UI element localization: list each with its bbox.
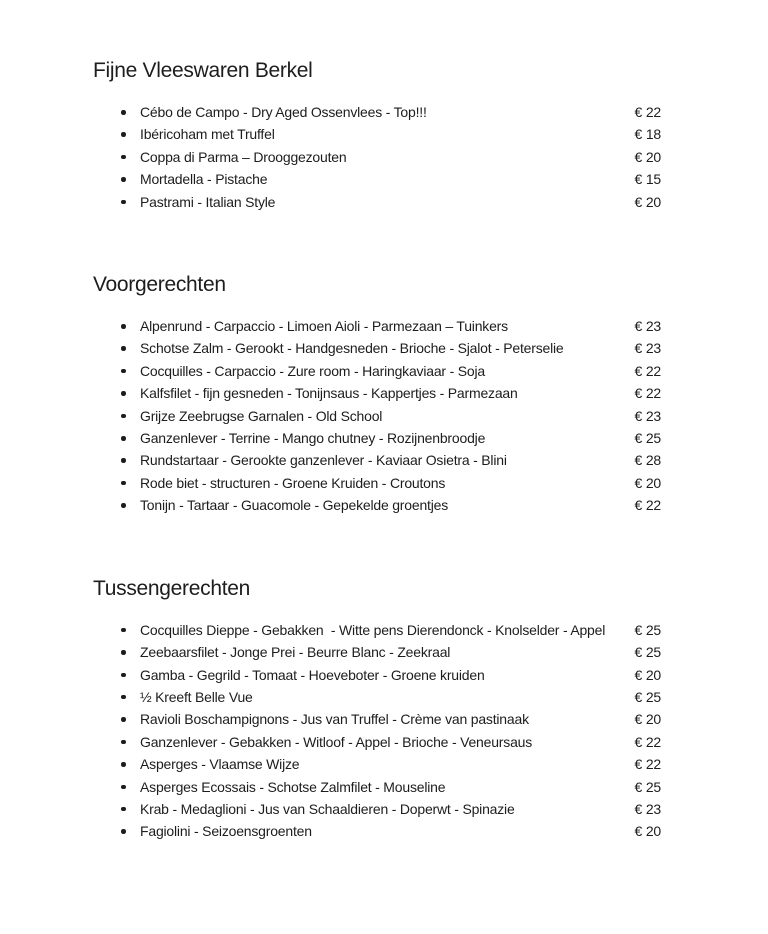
section-fijne-vleeswaren xyxy=(93,58,661,213)
bullet-icon xyxy=(121,200,126,205)
bullet-icon xyxy=(121,717,126,722)
bullet-icon xyxy=(121,458,126,463)
menu-item xyxy=(93,686,661,708)
bullet-icon xyxy=(121,740,126,745)
menu-item-price: € 15 xyxy=(634,171,661,188)
menu-item xyxy=(93,191,661,213)
menu-item xyxy=(93,731,661,753)
menu-item-price: € 25 xyxy=(634,688,661,705)
menu-item-text: Rode biet - structuren - Groene Kruiden - Croutons xyxy=(140,474,446,491)
menu-item xyxy=(93,708,661,730)
menu-item-text: Alpenrund - Carpaccio - Limoen Aioli - Parmezaan – Tuinkers xyxy=(140,318,508,335)
bullet-icon xyxy=(121,391,126,396)
menu-item-price: € 25 xyxy=(634,778,661,795)
menu-item xyxy=(93,101,661,123)
menu-item-text: Mortadella - Pistache xyxy=(140,171,268,188)
bullet-icon xyxy=(121,414,126,419)
bullet-icon xyxy=(121,650,126,655)
item-list xyxy=(93,101,661,213)
menu-item-price: € 20 xyxy=(634,666,661,683)
bullet-icon xyxy=(121,324,126,329)
bullet-icon xyxy=(121,132,126,137)
menu-item-text: Cocquilles Dieppe - Gebakken - Witte pens Dierendonck - Knolselder - Appel xyxy=(140,621,606,638)
menu-item-text: Grijze Zeebrugse Garnalen - Old School xyxy=(140,407,383,424)
menu-item-text: Gamba - Gegrild - Tomaat - Hoeveboter - Groene kruiden xyxy=(140,666,485,683)
menu-item-price: € 20 xyxy=(634,148,661,165)
menu-item-text: Asperges Ecossais - Schotse Zalmfilet - Mouseline xyxy=(140,778,446,795)
menu-item-text: Tonijn - Tartaar - Guacomole - Gepekelde groentjes xyxy=(140,497,449,514)
bullet-icon xyxy=(121,481,126,486)
bullet-icon xyxy=(121,436,126,441)
menu-item-text: Ravioli Boschampignons - Jus van Truffel - Crème van pastinaak xyxy=(140,711,529,728)
bullet-icon xyxy=(121,369,126,374)
item-list xyxy=(93,619,661,843)
menu-item-text: Schotse Zalm - Gerookt - Handgesneden - Brioche - Sjalot - Peterselie xyxy=(140,340,564,357)
menu-item-price: € 20 xyxy=(634,711,661,728)
menu-item-price: € 22 xyxy=(634,104,661,120)
menu-item-text: Ibéricoham met Truffel xyxy=(140,126,275,143)
menu-item-text: Rundstartaar - Gerookte ganzenlever - Kaviaar Osietra - Blini xyxy=(140,452,507,469)
menu-item-text: Pastrami - Italian Style xyxy=(140,193,276,210)
menu-item-price: € 25 xyxy=(634,430,661,447)
menu-item xyxy=(93,664,661,686)
section-title: Voorgerechten xyxy=(93,273,226,297)
menu-item-price: € 20 xyxy=(634,823,661,840)
menu-item-text: Ganzenlever - Gebakken - Witloof - Appel - Brioche - Veneursaus xyxy=(140,733,533,750)
menu-item-price: € 22 xyxy=(634,733,661,750)
bullet-icon xyxy=(121,762,126,767)
menu-item xyxy=(93,123,661,145)
menu-item-price: € 22 xyxy=(634,756,661,773)
menu-item-text: Cocquilles - Carpaccio - Zure room - Haringkaviaar - Soja xyxy=(140,362,485,379)
section-voorgerechten xyxy=(93,272,661,517)
bullet-icon xyxy=(121,177,126,182)
section-tussengerechten xyxy=(93,576,661,843)
menu-item-price: € 23 xyxy=(634,318,661,335)
bullet-icon xyxy=(121,628,126,633)
section-title: Fijne Vleeswaren Berkel xyxy=(93,59,313,82)
menu-item-text: Kalfsfilet - fijn gesneden - Tonijnsaus - Kappertjes - Parmezaan xyxy=(140,385,518,402)
bullet-icon xyxy=(121,346,126,351)
section-title: Tussengerechten xyxy=(93,576,250,600)
menu-item xyxy=(93,427,661,449)
menu-item xyxy=(93,776,661,798)
menu-item xyxy=(93,619,661,641)
menu-item-price: € 18 xyxy=(634,126,661,143)
menu-item xyxy=(93,494,661,516)
menu-item-price: € 23 xyxy=(634,340,661,357)
menu-item xyxy=(93,337,661,359)
menu-item-price: € 23 xyxy=(634,407,661,424)
menu-item xyxy=(93,360,661,382)
bullet-icon xyxy=(121,155,126,160)
menu-item xyxy=(93,641,661,663)
menu-item xyxy=(93,382,661,404)
menu-item-text: Cébo de Campo - Dry Aged Ossenvlees - Top!!! xyxy=(140,104,427,120)
menu-item xyxy=(93,798,661,820)
menu-item xyxy=(93,472,661,494)
menu-item xyxy=(93,315,661,337)
menu-item-text: Coppa di Parma – Drooggezouten xyxy=(140,148,347,165)
bullet-icon xyxy=(121,807,126,812)
bullet-icon xyxy=(121,695,126,700)
menu-item-price: € 25 xyxy=(634,644,661,661)
menu-item-text: Zeebaarsfilet - Jonge Prei - Beurre Blanc - Zeekraal xyxy=(140,644,451,661)
menu-item-price: € 22 xyxy=(634,385,661,402)
menu-item xyxy=(93,449,661,471)
menu-item xyxy=(93,405,661,427)
menu-item-price: € 25 xyxy=(634,621,661,638)
menu-item xyxy=(93,146,661,168)
bullet-icon xyxy=(121,785,126,790)
menu-item-price: € 22 xyxy=(634,497,661,514)
menu-item-price: € 20 xyxy=(634,474,661,491)
bullet-icon xyxy=(121,110,126,115)
menu-item-text: Ganzenlever - Terrine - Mango chutney - Rozijnenbroodje xyxy=(140,430,486,447)
menu-item xyxy=(93,168,661,190)
menu-item-price: € 23 xyxy=(634,800,661,817)
bullet-icon xyxy=(121,673,126,678)
menu-item xyxy=(93,820,661,842)
menu-item xyxy=(93,753,661,775)
menu-item-text: ½ Kreeft Belle Vue xyxy=(140,688,253,705)
menu-item-text: Fagiolini - Seizoensgroenten xyxy=(140,823,312,840)
menu-item-price: € 28 xyxy=(634,452,661,469)
bullet-icon xyxy=(121,829,126,834)
bullet-icon xyxy=(121,503,126,508)
menu-item-text: Krab - Medaglioni - Jus van Schaaldieren - Doperwt - Spinazie xyxy=(140,800,515,817)
item-list xyxy=(93,315,661,517)
menu-item-price: € 22 xyxy=(634,362,661,379)
menu-item-price: € 20 xyxy=(634,193,661,210)
menu-item-text: Asperges - Vlaamse Wijze xyxy=(140,756,300,773)
